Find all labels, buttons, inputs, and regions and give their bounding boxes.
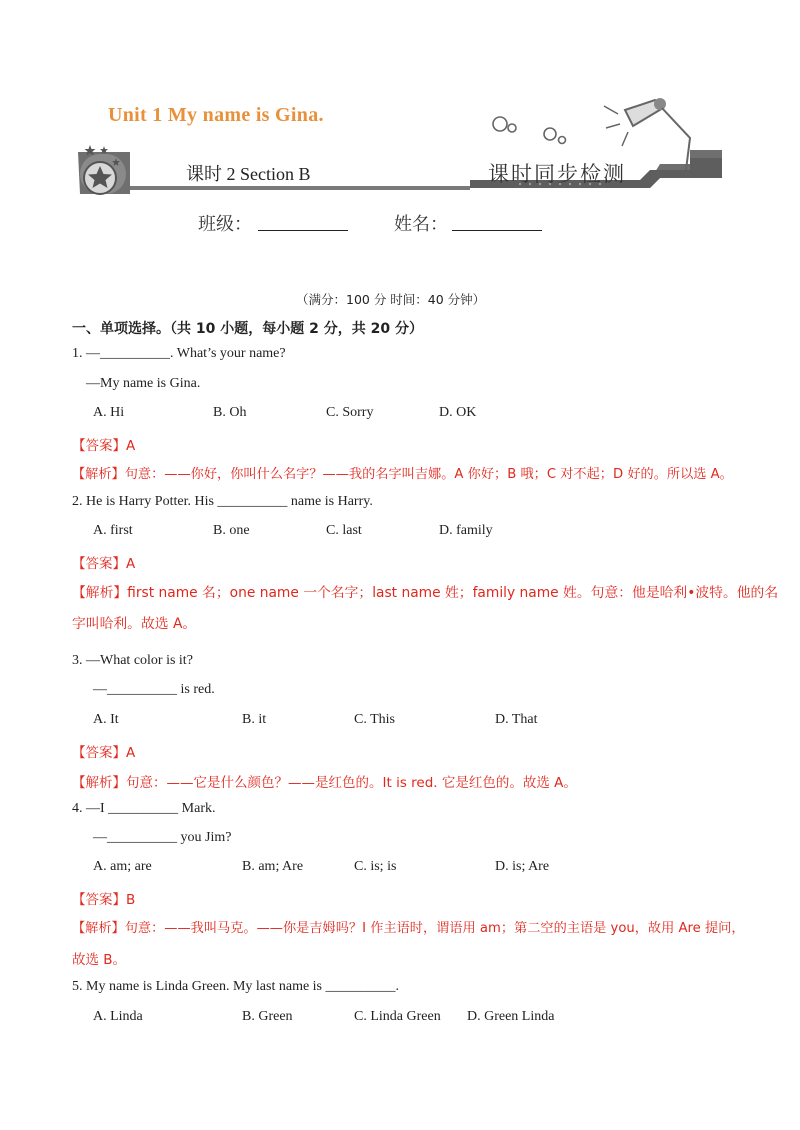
question-3-option-c[interactable]: C. This — [354, 712, 395, 727]
question-5-option-a[interactable]: A. Linda — [93, 1009, 143, 1024]
name-blank[interactable] — [452, 230, 542, 231]
question-3-option-b[interactable]: B. it — [242, 712, 267, 727]
question-5-stem: 5. My name is Linda Green. My last name is __________. — [72, 979, 400, 994]
question-3-explanation: 【解析】句意：——它是什么颜色？——是红色的。It is red. 它是红色的。故选 A。 — [72, 775, 577, 791]
question-4-explanation: 【解析】句意：——我叫马克。——你是吉姆吗？I 作主语时，谓语用 am；第二空的主语是 you，故用 Are 提问， — [72, 921, 745, 936]
question-3-option-d[interactable]: D. That — [495, 712, 538, 727]
question-2-option-d[interactable]: D. family — [439, 523, 493, 538]
question-3-option-a[interactable]: A. It — [93, 712, 119, 727]
question-3-stem: 3. —What color is it? — [72, 653, 193, 668]
question-5-option-d[interactable]: D. Green Linda — [467, 1009, 555, 1024]
question-4-option-a[interactable]: A. am; are — [93, 859, 152, 874]
question-4-stem: 4. —I __________ Mark. — [72, 801, 216, 816]
question-1-option-d[interactable]: D. OK — [439, 405, 477, 420]
question-4-option-d[interactable]: D. is; Are — [495, 859, 550, 874]
question-4-option-c[interactable]: C. is; is — [354, 859, 397, 874]
question-2-stem: 2. He is Harry Potter. His __________ name is Harry. — [72, 494, 373, 509]
question-2-option-a[interactable]: A. first — [93, 523, 133, 538]
question-1-option-b[interactable]: B. Oh — [213, 405, 247, 420]
question-1-answer: 【答案】A — [72, 438, 136, 454]
lesson-label: 课时 2 Section B — [186, 164, 311, 184]
question-3-line2: —__________ is red. — [93, 682, 215, 697]
header-banner — [0, 0, 800, 200]
question-2-answer: 【答案】A — [72, 556, 136, 572]
name-label: 姓名： — [394, 214, 448, 235]
section-heading: 一、单项选择。（共 10 小题，每小题 2 分，共 20 分） — [72, 321, 423, 337]
question-5-option-c[interactable]: C. Linda Green — [354, 1009, 441, 1024]
exam-meta: （满分：100 分 时间：40 分钟） — [296, 292, 486, 307]
unit-title: Unit 1 My name is Gina. — [108, 104, 324, 126]
question-2-option-c[interactable]: C. last — [326, 523, 362, 538]
question-4-option-b[interactable]: B. am; Are — [242, 859, 304, 874]
question-1-option-c[interactable]: C. Sorry — [326, 405, 374, 420]
bubble-icon — [493, 117, 566, 144]
question-1-stem: 1. —__________. What’s your name? — [72, 346, 286, 361]
banner-label: 课时同步检测 — [488, 162, 626, 186]
question-1-line2: —My name is Gina. — [86, 376, 201, 391]
question-2-explanation: 【解析】first name 名；one name 一个名字；last name 姓；family name 姓。句意：他是哈利•波特。他的名 — [72, 585, 779, 601]
question-1-explanation: 【解析】句意：——你好，你叫什么名字？——我的名字叫吉娜。A 你好；B 哦；C 对不起；D 好的。所以选 A。 — [72, 467, 733, 482]
question-3-answer: 【答案】A — [72, 745, 136, 761]
question-4-line2: —__________ you Jim? — [93, 830, 232, 845]
question-1-option-a[interactable]: A. Hi — [93, 405, 125, 420]
question-2-explanation-cont: 字叫哈利。故选 A。 — [72, 616, 197, 632]
question-5-option-b[interactable]: B. Green — [242, 1009, 293, 1024]
class-blank[interactable] — [258, 230, 348, 231]
question-4-answer: 【答案】B — [72, 892, 136, 908]
class-label: 班级： — [198, 214, 252, 235]
question-4-explanation-cont: 故选 B。 — [72, 952, 127, 968]
question-2-option-b[interactable]: B. one — [213, 523, 250, 538]
